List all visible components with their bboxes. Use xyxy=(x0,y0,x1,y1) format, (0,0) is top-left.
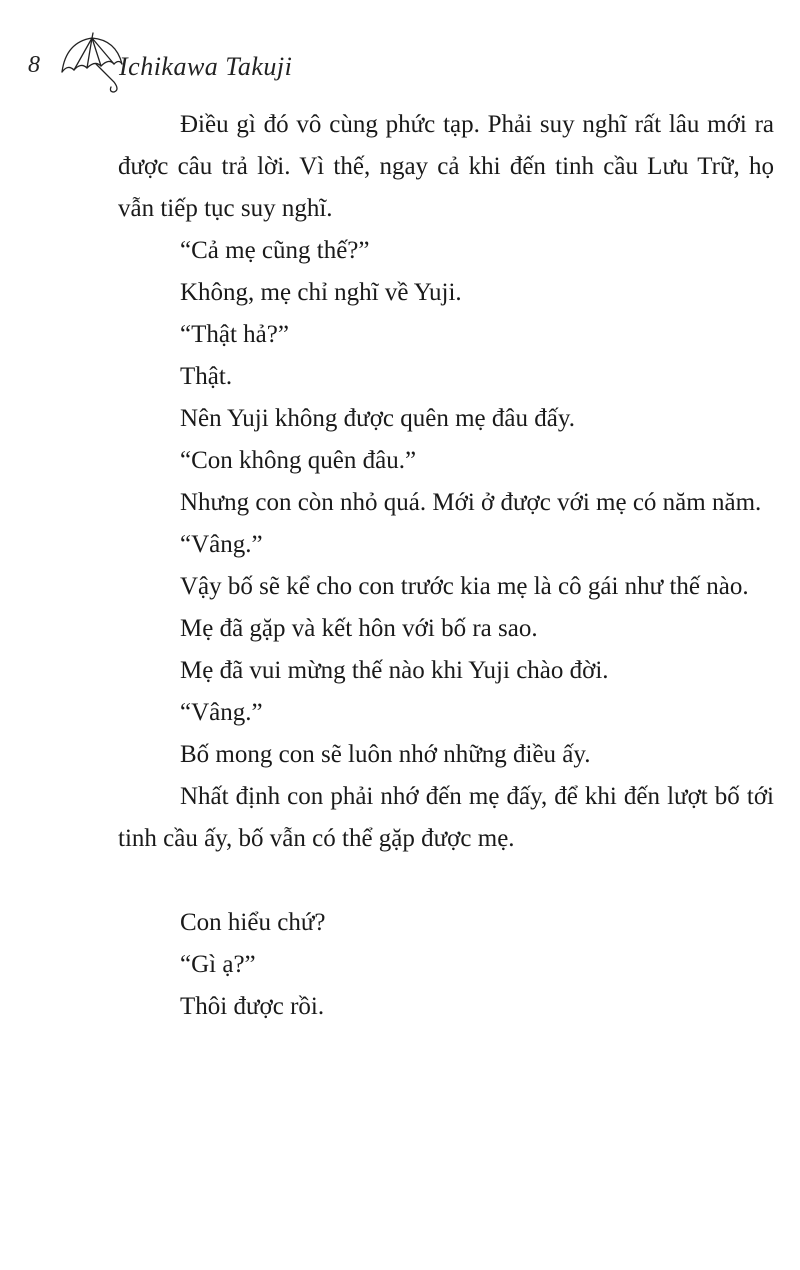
paragraph: Vậy bố sẽ kể cho con trước kia mẹ là cô gái như thế nào. xyxy=(180,573,749,600)
paragraph: Thôi được rồi. xyxy=(180,993,325,1020)
paragraph: Bố mong con sẽ luôn nhớ những điều ấy. xyxy=(180,741,591,768)
paragraph: “Cả mẹ cũng thế?” xyxy=(180,237,370,264)
paragraph: Nên Yuji không được quên mẹ đâu đấy. xyxy=(180,405,575,432)
paragraph: Mẹ đã gặp và kết hôn với bố ra sao. xyxy=(180,615,538,642)
page-number: 8 xyxy=(28,52,40,78)
paragraph: “Vâng.” xyxy=(180,699,263,726)
body-text xyxy=(118,104,774,1028)
paragraph: “Thật hả?” xyxy=(180,321,289,348)
paragraph: “Gì ạ?” xyxy=(180,951,256,978)
paragraph: “Vâng.” xyxy=(180,531,263,558)
paragraph: Mẹ đã vui mừng thế nào khi Yuji chào đời. xyxy=(180,657,609,684)
paragraph: Không, mẹ chỉ nghĩ về Yuji. xyxy=(180,279,462,306)
section-break xyxy=(118,860,774,902)
paragraph: Con hiểu chứ? xyxy=(180,909,326,936)
paragraph: Điều gì đó vô cùng phức tạp. Phải suy nghĩ rất lâu mới ra được câu trả lời. Vì thế, ngay cả khi đến tinh cầu Lưu Trữ, họ vẫn tiếp tục suy nghĩ. xyxy=(118,111,774,222)
paragraph: Thật. xyxy=(180,363,233,390)
umbrella-icon xyxy=(56,30,126,94)
paragraph: Nhất định con phải nhớ đến mẹ đấy, để khi đến lượt bố tới tinh cầu ấy, bố vẫn có thể gặp được mẹ. xyxy=(118,783,774,852)
running-header xyxy=(28,30,328,100)
paragraph: “Con không quên đâu.” xyxy=(180,447,417,474)
author-name: Ichikawa Takuji xyxy=(119,52,293,81)
paragraph: Nhưng con còn nhỏ quá. Mới ở được với mẹ có năm năm. xyxy=(180,489,762,516)
